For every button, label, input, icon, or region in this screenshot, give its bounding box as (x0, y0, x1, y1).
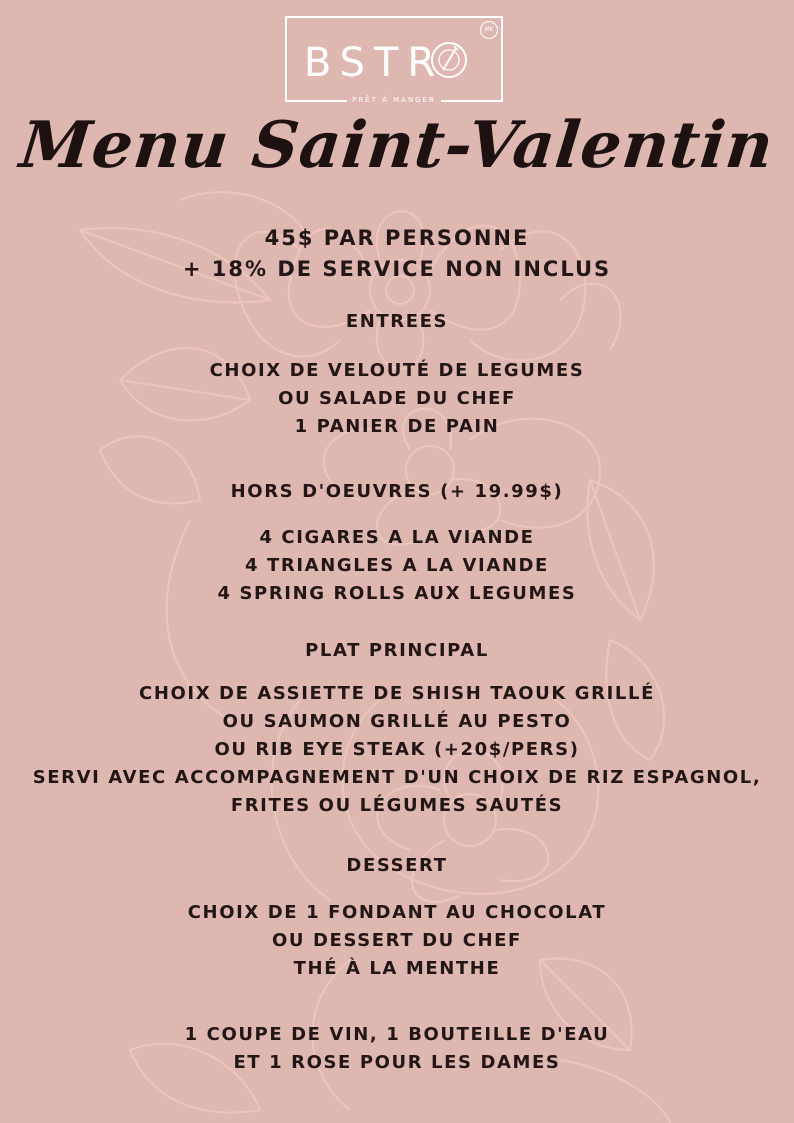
entrees-item: OU SALADE DU CHEF (278, 388, 516, 409)
extras-item: 1 COUPE DE VIN, 1 BOUTEILLE D'EAU (184, 1024, 610, 1045)
restaurant-logo (285, 16, 503, 102)
dessert-item: OU DESSERT DU CHEF (272, 930, 522, 951)
hors-doeuvres-item: 4 SPRING ROLLS AUX LEGUMES (217, 583, 577, 604)
plat-principal-item: FRITES OU LÉGUMES SAUTÉS (230, 795, 564, 816)
extras-item: ET 1 ROSE POUR LES DAMES (233, 1052, 561, 1073)
hors-doeuvres-item: 4 CIGARES A LA VIANDE (259, 527, 535, 548)
hors-doeuvres-heading: HORS D'OEUVRES (+ 19.99$) (230, 481, 564, 502)
logo-text: BSTR (303, 40, 445, 86)
plat-principal-item: OU RIB EYE STEAK (+20$/PERS) (214, 739, 580, 760)
plat-principal-item: OU SAUMON GRILLÉ AU PESTO (222, 711, 572, 732)
hors-doeuvres-item: 4 TRIANGLES A LA VIANDE (245, 555, 549, 576)
plat-principal-item: CHOIX DE ASSIETTE DE SHISH TAOUK GRILLÉ (139, 683, 655, 704)
dessert-item: CHOIX DE 1 FONDANT AU CHOCOLAT (187, 902, 607, 923)
menu-title: Menu Saint-Valentin (16, 108, 778, 183)
logo-subtitle: PRÊT À MANGER (347, 96, 441, 104)
entrees-item: CHOIX DE VELOUTÉ DE LEGUMES (209, 360, 585, 381)
entrees-heading: ENTREES (345, 311, 449, 332)
entrees-item: 1 PANIER DE PAIN (294, 416, 500, 437)
plate-utensils-icon (429, 40, 469, 80)
logo-badge: MK (480, 21, 498, 39)
service-line: + 18% DE SERVICE NON INCLUS (182, 257, 612, 281)
plat-principal-item: SERVI AVEC ACCOMPAGNEMENT D'UN CHOIX DE RIZ ESPAGNOL, (32, 767, 762, 788)
price-line: 45$ PAR PERSONNE (264, 226, 530, 250)
dessert-heading: DESSERT (346, 855, 448, 876)
dessert-item: THÉ À LA MENTHE (293, 958, 501, 979)
plat-principal-heading: PLAT PRINCIPAL (305, 640, 489, 661)
